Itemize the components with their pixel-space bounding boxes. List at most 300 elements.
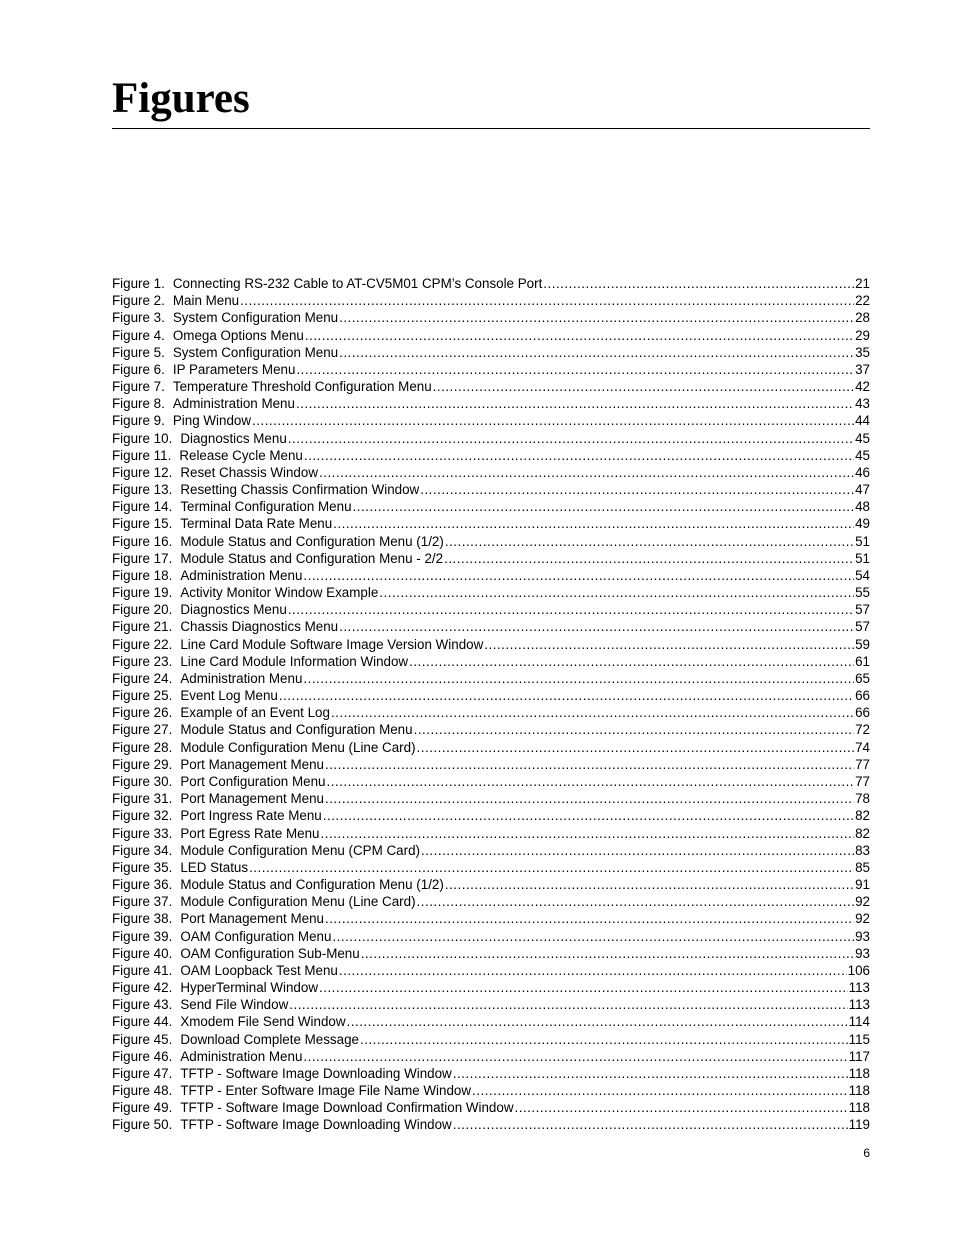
dot-leader bbox=[249, 859, 854, 876]
figure-number: Figure 38. bbox=[112, 911, 173, 927]
figure-number: Figure 2. bbox=[112, 293, 165, 309]
dot-leader bbox=[543, 275, 854, 292]
label-spacer bbox=[172, 825, 180, 842]
toc-entry[interactable] bbox=[112, 876, 870, 893]
figure-title: Terminal Data Rate Menu bbox=[180, 516, 333, 532]
figure-number: Figure 25. bbox=[112, 688, 173, 704]
toc-entry-heading bbox=[112, 430, 287, 447]
toc-entry-heading bbox=[112, 533, 444, 550]
toc-entry-heading bbox=[112, 739, 416, 756]
label-spacer bbox=[172, 670, 180, 687]
figure-number: Figure 19. bbox=[112, 585, 173, 601]
figure-title: Administration Menu bbox=[180, 1048, 303, 1064]
figure-number: Figure 1. bbox=[112, 276, 165, 291]
label-spacer bbox=[172, 876, 180, 893]
dot-leader bbox=[353, 498, 855, 515]
toc-entry[interactable] bbox=[112, 533, 870, 550]
dot-leader bbox=[303, 1048, 847, 1065]
label-spacer bbox=[165, 378, 173, 395]
toc-entry[interactable] bbox=[112, 807, 870, 824]
figure-page-number: 55 bbox=[855, 585, 870, 601]
figure-number: Figure 29. bbox=[112, 756, 173, 772]
figure-number: Figure 35. bbox=[112, 859, 173, 875]
toc-entry-heading bbox=[112, 327, 304, 344]
toc-entry[interactable] bbox=[112, 670, 870, 687]
figure-number: Figure 36. bbox=[112, 877, 173, 893]
toc-entry[interactable] bbox=[112, 618, 870, 635]
figure-number: Figure 4. bbox=[112, 327, 165, 343]
figure-title: TFTP - Software Image Download Confirmation Window bbox=[180, 1100, 514, 1116]
dot-leader bbox=[303, 567, 854, 584]
label-spacer bbox=[165, 309, 173, 326]
dot-leader bbox=[515, 1099, 848, 1116]
dot-leader bbox=[319, 979, 848, 996]
toc-entry-heading bbox=[112, 292, 239, 309]
figure-title: Port Ingress Rate Menu bbox=[180, 808, 322, 824]
figure-number: Figure 48. bbox=[112, 1083, 173, 1099]
figure-title: Ping Window bbox=[172, 413, 252, 429]
figure-page-number: 77 bbox=[855, 773, 870, 789]
toc-entry[interactable] bbox=[112, 550, 870, 567]
figure-number: Figure 12. bbox=[112, 464, 173, 480]
toc-entry-heading bbox=[112, 447, 303, 464]
dot-leader bbox=[319, 464, 854, 481]
toc-entry-heading bbox=[112, 1031, 359, 1048]
figure-title: Module Status and Configuration Menu bbox=[180, 722, 413, 738]
label-spacer bbox=[172, 1013, 180, 1030]
figure-title: Line Card Module Software Image Version Window bbox=[180, 636, 484, 652]
dot-leader bbox=[409, 653, 854, 670]
label-spacer bbox=[172, 653, 180, 670]
toc-entry-heading bbox=[112, 876, 444, 893]
dot-leader bbox=[414, 721, 855, 738]
toc-entry[interactable] bbox=[112, 327, 870, 344]
figure-title: Omega Options Menu bbox=[172, 327, 304, 343]
toc-entry[interactable] bbox=[112, 361, 870, 378]
figure-number: Figure 26. bbox=[112, 705, 173, 721]
toc-entry[interactable] bbox=[112, 275, 870, 292]
toc-entry[interactable] bbox=[112, 309, 870, 326]
toc-entry-heading bbox=[112, 962, 338, 979]
toc-entry[interactable] bbox=[112, 378, 870, 395]
figure-title: Reset Chassis Window bbox=[180, 464, 319, 480]
label-spacer bbox=[165, 395, 173, 412]
toc-entry[interactable] bbox=[112, 1116, 870, 1133]
figure-title: Terminal Configuration Menu bbox=[180, 499, 352, 515]
dot-leader bbox=[421, 842, 854, 859]
toc-entry[interactable] bbox=[112, 687, 870, 704]
dot-leader bbox=[325, 756, 854, 773]
toc-entry-heading bbox=[112, 498, 352, 515]
toc-entry-heading bbox=[112, 1065, 452, 1082]
label-spacer bbox=[172, 498, 180, 515]
dot-leader bbox=[305, 327, 854, 344]
figure-title: TFTP - Software Image Downloading Window bbox=[180, 1065, 452, 1081]
figure-title: OAM Configuration Menu bbox=[180, 928, 332, 944]
figure-page-number: 118 bbox=[848, 1100, 870, 1116]
dot-leader bbox=[453, 1116, 848, 1133]
label-spacer bbox=[172, 618, 180, 635]
label-spacer bbox=[172, 636, 180, 653]
figure-number: Figure 6. bbox=[112, 361, 165, 377]
figure-number: Figure 32. bbox=[112, 808, 173, 824]
figure-title: Diagnostics Menu bbox=[180, 430, 287, 446]
figure-page-number: 66 bbox=[855, 688, 870, 704]
toc-entry-heading bbox=[112, 481, 419, 498]
label-spacer bbox=[172, 979, 180, 996]
figure-page-number: 51 bbox=[855, 550, 870, 566]
figure-number: Figure 27. bbox=[112, 722, 173, 738]
toc-entry-heading bbox=[112, 550, 443, 567]
figure-page-number: 47 bbox=[855, 482, 870, 498]
figure-number: Figure 45. bbox=[112, 1031, 173, 1047]
toc-entry-heading bbox=[112, 1116, 452, 1133]
figure-title: Xmodem File Send Window bbox=[180, 1014, 346, 1030]
figure-number: Figure 18. bbox=[112, 567, 173, 583]
figure-number: Figure 8. bbox=[112, 396, 165, 412]
figure-title: TFTP - Enter Software Image File Name Window bbox=[180, 1083, 472, 1099]
figure-number: Figure 30. bbox=[112, 773, 173, 789]
figure-title: Module Status and Configuration Menu - 2/2 bbox=[180, 550, 444, 566]
figure-number: Figure 43. bbox=[112, 997, 173, 1013]
figure-page-number: 29 bbox=[855, 327, 870, 343]
label-spacer bbox=[172, 550, 180, 567]
label-spacer bbox=[172, 996, 180, 1013]
figure-title: Diagnostics Menu bbox=[180, 602, 287, 618]
dot-leader bbox=[252, 412, 854, 429]
figure-number: Figure 42. bbox=[112, 980, 173, 996]
figure-title: Module Configuration Menu (Line Card) bbox=[180, 739, 416, 755]
figure-page-number: 54 bbox=[855, 567, 870, 583]
figure-page-number: 46 bbox=[855, 464, 870, 480]
label-spacer bbox=[172, 567, 180, 584]
label-spacer bbox=[172, 1065, 180, 1082]
toc-entry[interactable] bbox=[112, 395, 870, 412]
label-spacer bbox=[165, 275, 173, 292]
toc-entry-heading bbox=[112, 309, 338, 326]
toc-entry-heading bbox=[112, 1048, 302, 1065]
dot-leader bbox=[484, 636, 854, 653]
toc-entry[interactable] bbox=[112, 928, 870, 945]
toc-entry-heading bbox=[112, 756, 324, 773]
label-spacer bbox=[172, 464, 180, 481]
figure-title: TFTP - Software Image Downloading Window bbox=[180, 1117, 452, 1133]
figure-number: Figure 22. bbox=[112, 636, 173, 652]
figure-page-number: 48 bbox=[855, 499, 870, 515]
toc-entry[interactable] bbox=[112, 344, 870, 361]
toc-entry[interactable] bbox=[112, 601, 870, 618]
label-spacer bbox=[172, 481, 180, 498]
label-spacer bbox=[165, 327, 173, 344]
dot-leader bbox=[453, 1065, 848, 1082]
toc-entry-heading bbox=[112, 807, 322, 824]
figure-page-number: 82 bbox=[855, 825, 870, 841]
figure-number: Figure 14. bbox=[112, 499, 173, 515]
dot-leader bbox=[339, 962, 847, 979]
figure-number: Figure 37. bbox=[112, 894, 173, 910]
toc-entry-heading bbox=[112, 361, 295, 378]
toc-entry-heading bbox=[112, 910, 324, 927]
figure-page-number: 85 bbox=[855, 859, 870, 875]
toc-entry[interactable] bbox=[112, 1082, 870, 1099]
figure-title: LED Status bbox=[180, 859, 249, 875]
toc-entry[interactable] bbox=[112, 430, 870, 447]
figure-page-number: 92 bbox=[855, 894, 870, 910]
toc-entry[interactable] bbox=[112, 584, 870, 601]
toc-entry[interactable] bbox=[112, 412, 870, 429]
dot-leader bbox=[361, 945, 854, 962]
page-number: 6 bbox=[863, 1146, 870, 1160]
figure-page-number: 118 bbox=[848, 1065, 870, 1081]
figure-number: Figure 3. bbox=[112, 310, 165, 326]
toc-entry[interactable] bbox=[112, 704, 870, 721]
figure-title: Administration Menu bbox=[172, 396, 295, 412]
figure-title: Module Configuration Menu (Line Card) bbox=[180, 894, 416, 910]
toc-entry[interactable] bbox=[112, 859, 870, 876]
figure-page-number: 83 bbox=[855, 842, 870, 858]
toc-entry[interactable] bbox=[112, 447, 870, 464]
figure-title: Chassis Diagnostics Menu bbox=[180, 619, 339, 635]
figure-number: Figure 24. bbox=[112, 670, 173, 686]
dot-leader bbox=[379, 584, 854, 601]
figure-page-number: 22 bbox=[855, 293, 870, 309]
figure-number: Figure 7. bbox=[112, 379, 165, 395]
toc-entry-heading bbox=[112, 601, 287, 618]
dot-leader bbox=[347, 1013, 848, 1030]
label-spacer bbox=[172, 756, 180, 773]
dot-leader bbox=[323, 807, 854, 824]
figure-page-number: 82 bbox=[855, 808, 870, 824]
toc-entry-heading bbox=[112, 412, 251, 429]
figure-page-number: 78 bbox=[855, 791, 870, 807]
figure-title: OAM Loopback Test Menu bbox=[180, 962, 338, 978]
toc-entry[interactable] bbox=[112, 945, 870, 962]
dot-leader bbox=[339, 309, 854, 326]
figure-page-number: 113 bbox=[848, 997, 870, 1013]
toc-entry[interactable] bbox=[112, 979, 870, 996]
figure-title: Example of an Event Log bbox=[180, 705, 330, 721]
toc-entry[interactable] bbox=[112, 1099, 870, 1116]
figure-page-number: 21 bbox=[855, 276, 870, 291]
figure-page-number: 74 bbox=[855, 739, 870, 755]
toc-entry[interactable] bbox=[112, 464, 870, 481]
figure-page-number: 117 bbox=[848, 1048, 870, 1064]
figure-page-number: 65 bbox=[855, 670, 870, 686]
figure-page-number: 35 bbox=[855, 344, 870, 360]
dot-leader bbox=[279, 687, 854, 704]
figure-title: Port Configuration Menu bbox=[180, 773, 326, 789]
figure-title: Release Cycle Menu bbox=[179, 447, 303, 463]
label-spacer bbox=[172, 790, 180, 807]
label-spacer bbox=[172, 910, 180, 927]
toc-entry-heading bbox=[112, 945, 360, 962]
toc-entry[interactable] bbox=[112, 567, 870, 584]
figure-number: Figure 40. bbox=[112, 945, 173, 961]
label-spacer bbox=[172, 1048, 180, 1065]
toc-entry[interactable] bbox=[112, 739, 870, 756]
toc-entry-heading bbox=[112, 704, 330, 721]
label-spacer bbox=[172, 859, 180, 876]
figure-number: Figure 20. bbox=[112, 602, 173, 618]
toc-entry-heading bbox=[112, 344, 338, 361]
figure-title: Download Complete Message bbox=[180, 1031, 359, 1047]
toc-entry[interactable] bbox=[112, 1013, 870, 1030]
figure-title: Module Configuration Menu (CPM Card) bbox=[180, 842, 420, 858]
figure-page-number: 66 bbox=[855, 705, 870, 721]
toc-entry[interactable] bbox=[112, 996, 870, 1013]
figure-number: Figure 13. bbox=[112, 482, 173, 498]
toc-entry-heading bbox=[112, 275, 542, 292]
toc-entry[interactable] bbox=[112, 1031, 870, 1048]
figure-page-number: 44 bbox=[855, 413, 870, 429]
toc-entry-heading bbox=[112, 893, 416, 910]
dot-leader bbox=[331, 704, 854, 721]
figure-title: OAM Configuration Sub-Menu bbox=[180, 945, 360, 961]
toc-entry-heading bbox=[112, 395, 295, 412]
figure-number: Figure 23. bbox=[112, 653, 173, 669]
toc-entry[interactable] bbox=[112, 893, 870, 910]
figure-number: Figure 10. bbox=[112, 430, 173, 446]
figure-page-number: 118 bbox=[848, 1083, 870, 1099]
dot-leader bbox=[325, 910, 854, 927]
figure-number: Figure 5. bbox=[112, 344, 165, 360]
figure-number: Figure 47. bbox=[112, 1065, 173, 1081]
figure-page-number: 49 bbox=[855, 516, 870, 532]
toc-entry[interactable] bbox=[112, 756, 870, 773]
dot-leader bbox=[332, 928, 854, 945]
figure-number: Figure 39. bbox=[112, 928, 173, 944]
toc-entry[interactable] bbox=[112, 825, 870, 842]
toc-entry[interactable] bbox=[112, 721, 870, 738]
figure-title: Port Management Menu bbox=[180, 791, 324, 807]
toc-entry[interactable] bbox=[112, 842, 870, 859]
figure-number: Figure 46. bbox=[112, 1048, 173, 1064]
figure-number: Figure 34. bbox=[112, 842, 173, 858]
toc-entry[interactable] bbox=[112, 481, 870, 498]
label-spacer bbox=[172, 893, 180, 910]
figure-page-number: 28 bbox=[855, 310, 870, 326]
label-spacer bbox=[172, 1031, 180, 1048]
figure-page-number: 113 bbox=[848, 980, 870, 996]
label-spacer bbox=[172, 704, 180, 721]
toc-entry-heading bbox=[112, 773, 325, 790]
toc-entry-heading bbox=[112, 636, 483, 653]
toc-entry-heading bbox=[112, 825, 320, 842]
label-spacer bbox=[165, 412, 173, 429]
label-spacer bbox=[172, 721, 180, 738]
toc-entry-heading bbox=[112, 859, 248, 876]
toc-entry-heading bbox=[112, 653, 408, 670]
figure-page-number: 57 bbox=[855, 602, 870, 618]
toc-entry[interactable] bbox=[112, 773, 870, 790]
toc-entry-heading bbox=[112, 378, 432, 395]
toc-entry[interactable] bbox=[112, 636, 870, 653]
figure-title: Port Egress Rate Menu bbox=[180, 825, 320, 841]
toc-entry[interactable] bbox=[112, 910, 870, 927]
dot-leader bbox=[303, 670, 854, 687]
label-spacer bbox=[172, 842, 180, 859]
figure-page-number: 43 bbox=[855, 396, 870, 412]
title-divider bbox=[112, 128, 870, 129]
label-spacer bbox=[165, 344, 173, 361]
toc-entry-heading bbox=[112, 979, 318, 996]
figure-title: System Configuration Menu bbox=[172, 344, 339, 360]
label-spacer bbox=[172, 928, 180, 945]
figure-number: Figure 50. bbox=[112, 1117, 173, 1133]
toc-entry[interactable] bbox=[112, 653, 870, 670]
dot-leader bbox=[333, 515, 854, 532]
figure-number: Figure 15. bbox=[112, 516, 173, 532]
toc-entry-heading bbox=[112, 687, 278, 704]
figure-page-number: 92 bbox=[855, 911, 870, 927]
figure-number: Figure 49. bbox=[112, 1100, 173, 1116]
figure-page-number: 91 bbox=[855, 877, 870, 893]
toc-entry[interactable] bbox=[112, 962, 870, 979]
figure-page-number: 61 bbox=[855, 653, 870, 669]
dot-leader bbox=[289, 996, 847, 1013]
figure-number: Figure 41. bbox=[112, 962, 173, 978]
dot-leader bbox=[304, 447, 854, 464]
dot-leader bbox=[339, 344, 854, 361]
toc-entry-heading bbox=[112, 670, 302, 687]
label-spacer bbox=[172, 601, 180, 618]
figure-page-number: 37 bbox=[855, 361, 870, 377]
label-spacer bbox=[172, 773, 180, 790]
figure-page-number: 93 bbox=[855, 945, 870, 961]
figure-title: Connecting RS-232 Cable to AT-CV5M01 CPM’s Console Port bbox=[172, 276, 543, 291]
toc-entry[interactable] bbox=[112, 1048, 870, 1065]
figure-title: Administration Menu bbox=[180, 670, 303, 686]
toc-entry[interactable] bbox=[112, 498, 870, 515]
figure-number: Figure 16. bbox=[112, 533, 173, 549]
label-spacer bbox=[172, 962, 180, 979]
dot-leader bbox=[296, 361, 854, 378]
toc-entry[interactable] bbox=[112, 1065, 870, 1082]
label-spacer bbox=[172, 739, 180, 756]
label-spacer bbox=[172, 533, 180, 550]
toc-entry-heading bbox=[112, 618, 338, 635]
toc-entry-heading bbox=[112, 842, 420, 859]
figure-title: Administration Menu bbox=[180, 567, 303, 583]
figure-title: System Configuration Menu bbox=[172, 310, 339, 326]
label-spacer bbox=[172, 584, 180, 601]
toc-entry-heading bbox=[112, 515, 332, 532]
dot-leader bbox=[325, 790, 854, 807]
figure-number: Figure 9. bbox=[112, 413, 165, 429]
label-spacer bbox=[172, 1099, 180, 1116]
dot-leader bbox=[288, 601, 854, 618]
dot-leader bbox=[321, 825, 855, 842]
dot-leader bbox=[417, 739, 855, 756]
toc-entry[interactable] bbox=[112, 515, 870, 532]
figure-title: Activity Monitor Window Example bbox=[180, 585, 379, 601]
toc-entry-heading bbox=[112, 567, 302, 584]
toc-entry[interactable] bbox=[112, 292, 870, 309]
figure-title: Port Management Menu bbox=[180, 756, 324, 772]
dot-leader bbox=[472, 1082, 848, 1099]
dot-leader bbox=[339, 618, 854, 635]
dot-leader bbox=[360, 1031, 848, 1048]
figure-page-number: 115 bbox=[848, 1031, 870, 1047]
label-spacer bbox=[165, 292, 173, 309]
figure-page-number: 93 bbox=[855, 928, 870, 944]
toc-entry[interactable] bbox=[112, 790, 870, 807]
figure-page-number: 72 bbox=[855, 722, 870, 738]
figure-number: Figure 44. bbox=[112, 1014, 173, 1030]
toc-entry-heading bbox=[112, 996, 288, 1013]
figure-number: Figure 21. bbox=[112, 619, 173, 635]
figure-number: Figure 33. bbox=[112, 825, 173, 841]
